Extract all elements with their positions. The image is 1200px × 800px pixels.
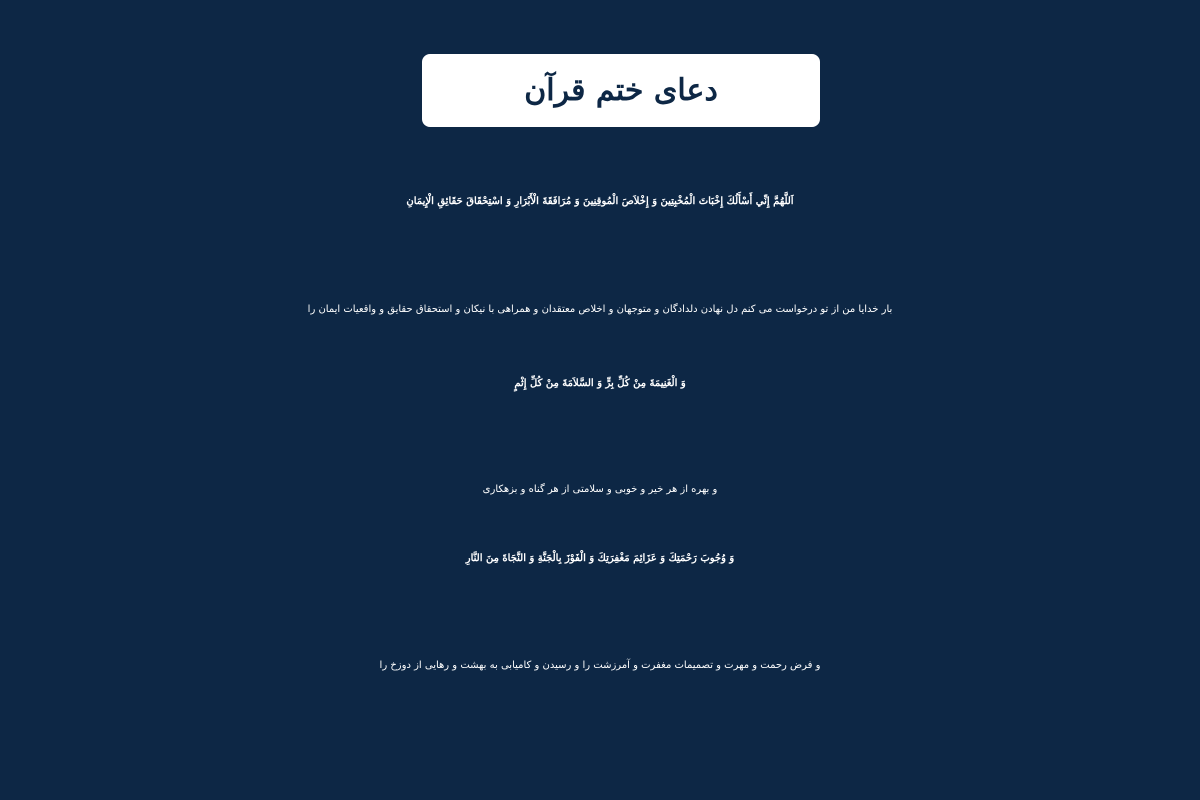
persian-translation-3: و فرض رحمت و مهرت و تصمیمات مغفرت و آمرزشت را و رسیدن و کامیابی به بهشت و رهایی از دوزخ را [379, 660, 821, 671]
arabic-verse-1: اَللَّهُمَّ إِنِّي أَسْأَلُكَ إِخْبَاتَ الْمُخْبِتِينَ وَ إِخْلاَصَ الْمُوقِنِينَ وَ مُرَافَقَةَ الْأَبْرَارِ وَ اسْتِحْقَاقَ حَقَائِقِ الْإِيمَانِ [406, 196, 794, 207]
page-title: دعای ختم قرآن [524, 72, 718, 108]
title-banner [422, 54, 820, 127]
persian-translation-2: و بهره از هر خیر و خوبی و سلامتی از هر گناه و بزهکاری [482, 484, 718, 495]
arabic-verse-2: وَ الْغَنِيمَةَ مِنْ كُلِّ بِرٍّ وَ السَّلاَمَةَ مِنْ كُلِّ إِثْمٍ [514, 378, 686, 389]
arabic-verse-3: وَ وُجُوبَ رَحْمَتِكَ وَ عَزَائِمَ مَغْفِرَتِكَ وَ الْفَوْزَ بِالْجَنَّةِ وَ النَّجَاةَ مِنَ النَّارِ [465, 553, 735, 564]
persian-translation-1: بار خدایا من از تو درخواست می کنم دل نهادن دلدادگان و متوجهان و اخلاص معتقدان و همراهی با نیکان و استحقاق حقایق و واقعیات ایمان را [307, 304, 893, 315]
